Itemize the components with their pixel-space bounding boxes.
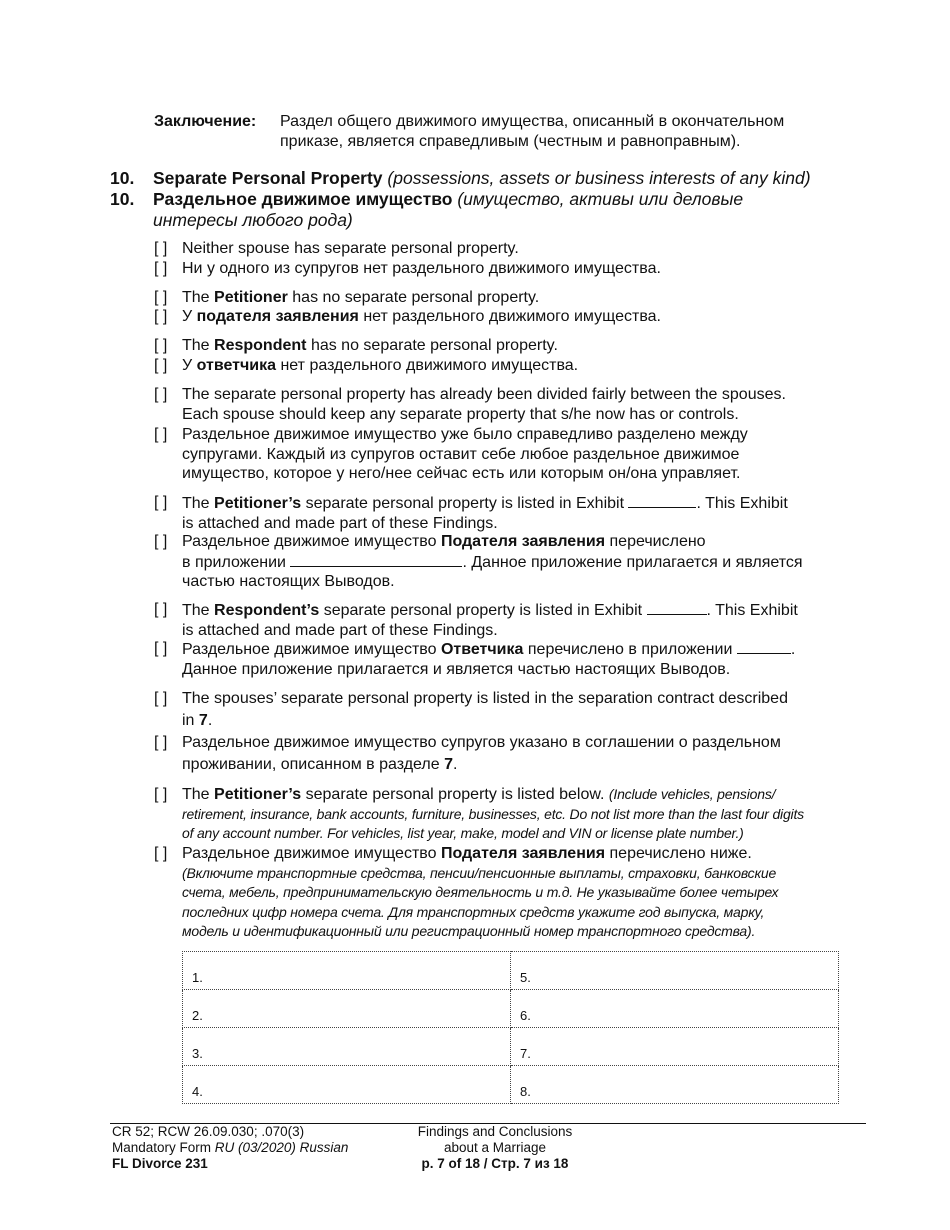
footer-center	[390, 1124, 600, 1172]
text: проживании, описанном в разделе	[182, 756, 440, 773]
conclusion-text	[280, 112, 840, 151]
note: модель и идентификационный или регистрационный номер транспортного средства).	[182, 923, 756, 939]
text: . Данное приложение прилагается и является	[462, 553, 803, 571]
property-table	[182, 951, 839, 1104]
text: Petitioner	[214, 289, 288, 306]
text: in	[182, 712, 195, 729]
checkbox[interactable]: [ ]	[154, 533, 168, 550]
table-cell[interactable]: 8.	[511, 1066, 839, 1104]
text: в приложении	[182, 553, 286, 571]
text: Each spouse should keep any separate property that s/he now has or controls.	[182, 405, 739, 423]
checkbox[interactable]: [ ]	[154, 640, 168, 657]
footer-rule-citation: CR 52; RCW 26.09.030; .070(3)	[112, 1124, 305, 1139]
section-subtitle: интересы любого рода)	[153, 210, 353, 230]
table-cell[interactable]: 3.	[183, 1028, 511, 1066]
text: супругами. Каждый из супругов оставит себе любое раздельное движимое	[182, 445, 740, 463]
text: перечислено	[609, 533, 706, 550]
checkbox[interactable]: [ ]	[154, 426, 168, 443]
text: separate personal property is listed below.	[305, 786, 605, 803]
text: The separate personal property has already been divided fairly between the spouses.	[182, 386, 786, 403]
section-subtitle: (possessions, assets or business interests of any kind)	[387, 168, 811, 188]
exhibit-blank[interactable]	[628, 493, 696, 508]
text: 7	[444, 756, 453, 773]
text: .	[790, 641, 796, 658]
checkbox[interactable]: [ ]	[154, 734, 168, 751]
text: has no separate personal property.	[292, 289, 540, 306]
text: нет раздельного движимого имущества.	[280, 357, 579, 374]
text: подателя заявления	[196, 308, 359, 325]
note: последних цифр номера счета. Для транспортных средств укажите год выпуска, марку,	[182, 903, 765, 920]
note: retirement, insurance, bank accounts, furniture, businesses, etc. Do not list more than the last four digits	[182, 805, 804, 822]
text: частью настоящих Выводов.	[182, 573, 395, 590]
section-number: 10.	[110, 168, 135, 188]
text: . This Exhibit	[706, 602, 798, 619]
text: Petitioner’s	[214, 786, 302, 803]
text: The spouses’ separate personal property is listed in the separation contract described	[182, 690, 788, 707]
text: .	[453, 756, 458, 773]
text: . This Exhibit	[696, 495, 788, 512]
checkbox[interactable]: [ ]	[154, 786, 168, 803]
table-cell[interactable]: 6.	[511, 990, 839, 1028]
text: .	[207, 712, 213, 729]
checkbox[interactable]: [ ]	[154, 289, 168, 306]
table-cell[interactable]: 4.	[183, 1066, 511, 1104]
text: Данное приложение прилагается и является частью настоящих Выводов.	[182, 660, 731, 678]
text: Respondent’s	[214, 602, 320, 619]
text: separate personal property is listed in Exhibit	[323, 602, 643, 619]
text: Ответчика	[440, 641, 524, 658]
checkbox[interactable]: [ ]	[154, 601, 168, 618]
note: счета, мебель, предпринимательскую деятельность и т.д. Не указывайте более четырех	[182, 884, 779, 900]
text: У	[182, 308, 193, 325]
table-cell[interactable]: 5.	[511, 952, 839, 990]
text: separate personal property is listed in Exhibit	[305, 495, 625, 512]
conclusion-label: Заключение:	[154, 113, 257, 130]
option-text: Neither spouse has separate personal property.	[182, 240, 519, 257]
text: перечислено в приложении	[527, 641, 733, 658]
text: Petitioner’s	[214, 495, 302, 512]
text: Подателя заявления	[440, 533, 606, 550]
option-text: Ни у одного из супругов нет раздельного движимого имущества.	[182, 260, 661, 277]
conclusion-line: приказе, является справедливым (честным и равноправным).	[280, 132, 741, 150]
text: 7	[198, 712, 208, 729]
conclusion-line: Раздел общего движимого имущества, описанный в окончательном	[280, 113, 785, 130]
table-row	[183, 990, 839, 1028]
section-title: Separate Personal Property	[153, 168, 383, 188]
text: is attached and made part of these Findings.	[182, 621, 498, 639]
text: ответчика	[196, 357, 277, 374]
section-title: Раздельное движимое имущество	[153, 189, 453, 209]
text: The	[182, 786, 210, 803]
text: Respondent	[214, 337, 307, 354]
text: Подателя заявления	[440, 845, 606, 862]
footer-doc-title: Findings and Conclusions	[417, 1124, 573, 1139]
text: У	[182, 357, 193, 374]
checkbox[interactable]: [ ]	[154, 337, 168, 354]
table-cell[interactable]: 1.	[183, 952, 511, 990]
exhibit-blank[interactable]	[737, 639, 791, 654]
section-subtitle: (имущество, активы или деловые	[457, 189, 744, 209]
footer-left	[112, 1124, 348, 1172]
text: is attached and made part of these Findings.	[182, 514, 498, 532]
text: The	[182, 337, 210, 354]
note: (Include vehicles, pensions/	[608, 786, 776, 802]
checkbox[interactable]: [ ]	[154, 260, 168, 277]
text: The	[182, 602, 210, 619]
note: of any account number. For vehicles, list year, make, model and VIN or license plate number.)	[182, 825, 744, 841]
table-row	[183, 1028, 839, 1066]
text: Раздельное движимое имущество	[182, 641, 437, 658]
table-cell[interactable]: 7.	[511, 1028, 839, 1066]
text: Раздельное движимое имущество	[182, 533, 437, 550]
footer-page-number: p. 7 of 18 / Стр. 7 из 18	[421, 1156, 569, 1171]
table-row	[183, 952, 839, 990]
section-number: 10.	[110, 189, 135, 209]
text: The	[182, 495, 210, 512]
text: has no separate personal property.	[310, 337, 558, 354]
footer-form-version: RU (03/2020) Russian	[214, 1140, 349, 1155]
checkbox[interactable]: [ ]	[154, 494, 168, 511]
exhibit-blank[interactable]	[647, 600, 707, 615]
text: нет раздельного движимого имущества.	[363, 308, 661, 325]
note: (Включите транспортные средства, пенсии/пенсионные выплаты, страховки, банковские	[182, 864, 777, 881]
footer-doc-title: about a Marriage	[443, 1140, 547, 1155]
footer-form-label: Mandatory Form	[112, 1140, 212, 1155]
checkbox[interactable]: [ ]	[154, 845, 168, 862]
checkbox[interactable]: [ ]	[154, 386, 168, 403]
table-row	[183, 1066, 839, 1104]
text: Раздельное движимое имущество уже было справедливо разделено между	[182, 426, 748, 443]
checkbox[interactable]: [ ]	[154, 357, 168, 374]
text: Раздельное движимое имущество	[182, 845, 437, 862]
exhibit-blank[interactable]	[290, 552, 462, 567]
checkbox[interactable]: [ ]	[154, 240, 168, 257]
footer-form-id: FL Divorce 231	[112, 1156, 208, 1171]
text: Раздельное движимое имущество супругов указано в соглашении о раздельном	[182, 734, 781, 751]
checkbox[interactable]: [ ]	[154, 690, 168, 707]
table-cell[interactable]: 2.	[183, 990, 511, 1028]
checkbox[interactable]: [ ]	[154, 308, 168, 325]
text: The	[182, 289, 210, 306]
text: имущество, которое у него/нее сейчас есть или которым он/она управляет.	[182, 465, 741, 482]
text: перечислено ниже.	[609, 845, 752, 862]
